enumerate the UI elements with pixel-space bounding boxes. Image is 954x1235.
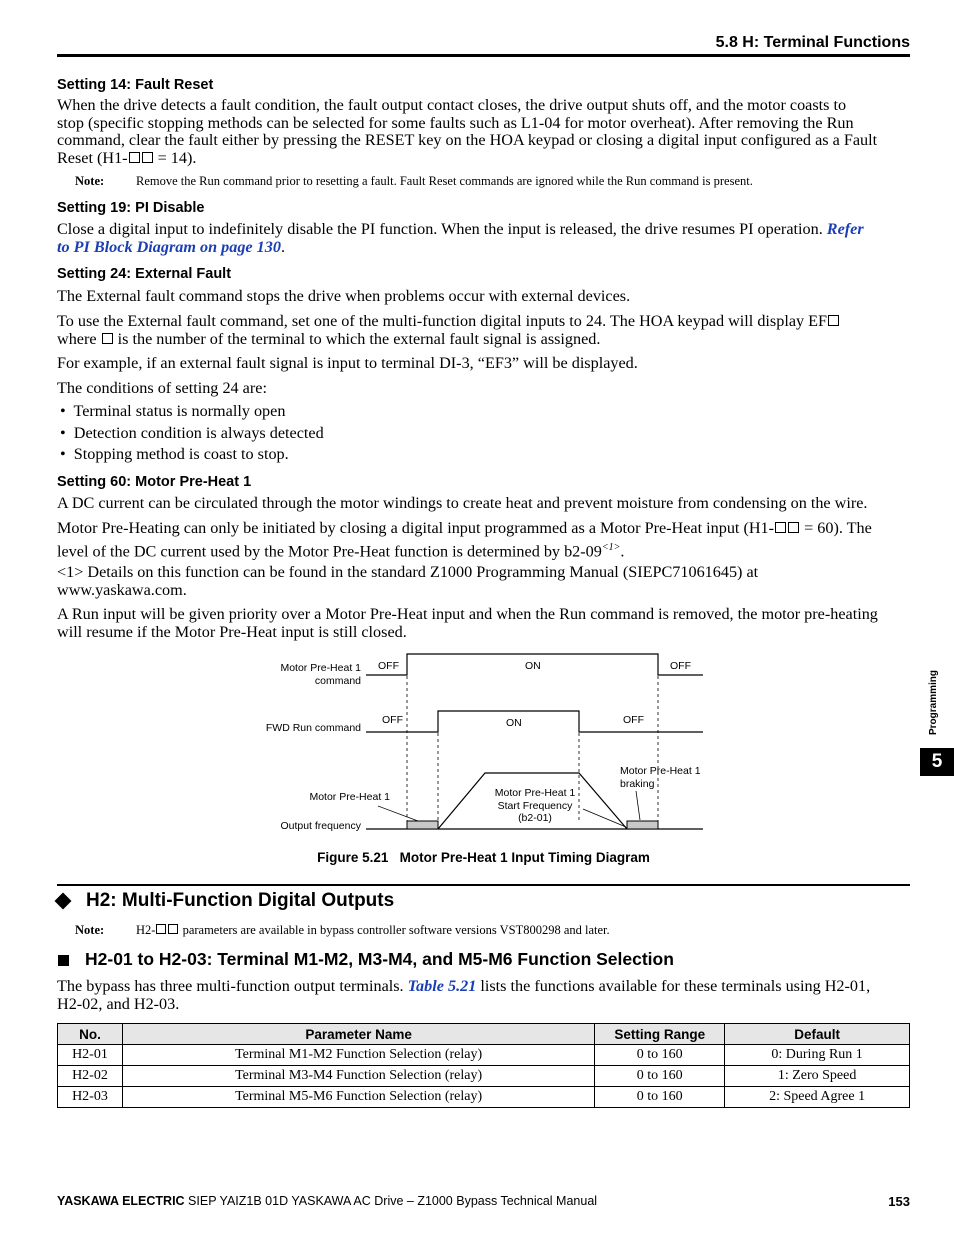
diagram-label-start-frequency: Start Frequency: [497, 800, 573, 812]
body-line: A Run input will be given priority over a Motor Pre-Heat input and when the Run command is removed, the motor pre-heating: [57, 605, 878, 623]
body-line: [57, 539, 913, 561]
list-item-text: Detection condition is always detected: [73, 424, 324, 442]
table-cell: Terminal M5-M6 Function Selection (relay): [122, 1087, 594, 1108]
body-paragraph: [57, 520, 913, 560]
diagram-label-braking: braking: [620, 778, 655, 790]
body-line: will resume if the Motor Pre-Heat input is still closed.: [57, 622, 407, 641]
signal-state-off: OFF: [670, 660, 691, 672]
column-header: Default: [725, 1024, 910, 1045]
leader-line: [378, 806, 418, 821]
note-label: Note:: [75, 174, 105, 188]
table-cell: 2: Speed Agree 1: [725, 1087, 910, 1108]
setting-60-heading: Setting 60: Motor Pre-Heat 1: [57, 474, 252, 490]
diagram-label-start-frequency: (b2-01): [518, 812, 552, 824]
timing-diagram: [0, 640, 954, 840]
body-paragraph: The conditions of setting 24 are:: [57, 379, 267, 397]
text-fragment: = 14).: [153, 148, 197, 167]
pi-diagram-link[interactable]: Refer: [826, 220, 864, 238]
diagram-label-fwd-run: FWD Run command: [265, 722, 361, 734]
chapter-number: 5: [931, 751, 943, 772]
table-row: [58, 1066, 910, 1087]
diagram-label-start-frequency: Motor Pre-Heat 1: [494, 787, 576, 799]
leader-line: [583, 809, 626, 827]
placeholder-box-icon: [775, 522, 786, 533]
setting-14-heading: Setting 14: Fault Reset: [57, 77, 214, 93]
body-paragraph: [57, 606, 913, 641]
list-item: • Stopping method is coast to stop.: [60, 445, 289, 463]
placeholder-box-icon: [102, 333, 113, 344]
column-header: Setting Range: [595, 1024, 725, 1045]
list-item-text: Terminal status is normally open: [73, 402, 286, 420]
figure-caption: Figure 5.21 Motor Pre-Heat 1 Input Timing Diagram: [317, 850, 650, 865]
text-fragment: The bypass has three multi-function output terminals.: [57, 977, 404, 995]
body-line: <1> Details on this function can be found in the standard Z1000 Programming Manual (SIEPC71061645) at: [57, 563, 759, 581]
footer-doc-title: SIEP YAIZ1B 01D YASKAWA AC Drive – Z1000 Bypass Technical Manual: [184, 1194, 598, 1208]
signal-state-on: ON: [525, 660, 541, 672]
table-row: [58, 1087, 910, 1108]
h2-section-heading: H2: Multi-Function Digital Outputs: [86, 890, 395, 911]
parameter-table: [57, 1023, 910, 1108]
placeholder-box-icon: [156, 924, 166, 934]
pre-heat-block: [627, 821, 658, 829]
text-fragment: To use the External fault command, set one of the multi-function digital inputs to 24. The HOA keypad will display EF: [57, 312, 828, 330]
body-line: When the drive detects a fault condition, the fault output contact closes, the drive output shuts off, and the motor coasts to: [57, 96, 847, 114]
list-item: • Terminal status is normally open: [60, 402, 286, 420]
body-line: [57, 150, 913, 168]
diagram-label-pre-heat-command: Motor Pre-Heat 1: [280, 662, 361, 674]
table-cell: 1: Zero Speed: [725, 1066, 910, 1087]
body-line: [57, 239, 913, 257]
diagram-label-braking: Motor Pre-Heat 1: [620, 765, 701, 777]
table-cell: H2-03: [58, 1087, 123, 1108]
body-line: command, clear the fault either by pressing the RESET key on the HOA keypad or closing a digital input configured as a Fault: [57, 131, 878, 149]
note-text: Remove the Run command prior to resetting a fault. Fault Reset commands are ignored while the Run command is present.: [136, 174, 753, 188]
diagram-label-output-frequency: Output frequency: [280, 820, 361, 832]
list-item-text: Stopping method is coast to stop.: [73, 445, 289, 463]
placeholder-box-icon: [788, 522, 799, 533]
setting-19-body: [57, 221, 913, 256]
body-paragraph: [57, 313, 913, 348]
footer-brand: YASKAWA ELECTRIC: [57, 1194, 185, 1208]
body-line: [57, 313, 913, 331]
square-bullet-icon: [58, 955, 69, 966]
body-line: stop (specific stopping methods can be selected for some faults such as L1-04 for motor overheat). After removing the Run: [57, 113, 854, 132]
text-fragment: is the number of the terminal to which the external fault signal is assigned.: [113, 329, 601, 348]
pi-diagram-link[interactable]: to PI Block Diagram on page 130: [57, 237, 281, 256]
table-cell: 0 to 160: [595, 1045, 725, 1066]
table-row: [58, 1045, 910, 1066]
body-line: [57, 331, 913, 349]
setting-24-heading: Setting 24: External Fault: [57, 266, 232, 282]
table-cell: Terminal M1-M2 Function Selection (relay): [122, 1045, 594, 1066]
signal-state-off: OFF: [378, 660, 399, 672]
signal-state-off: OFF: [623, 714, 644, 726]
column-header: Parameter Name: [122, 1024, 594, 1045]
section-header: 5.8 H: Terminal Functions: [715, 34, 910, 51]
body-line: www.yaskawa.com.: [57, 580, 187, 599]
table-cell: 0 to 160: [595, 1087, 725, 1108]
placeholder-box-icon: [168, 924, 178, 934]
column-header: No.: [58, 1024, 123, 1045]
text-fragment: .: [280, 237, 285, 256]
text-fragment: where: [57, 329, 101, 348]
section-rule: [57, 884, 910, 886]
body-line: [57, 520, 913, 538]
pre-heat-block: [407, 821, 438, 829]
table-cell: H2-02: [58, 1066, 123, 1087]
signal-state-on: ON: [506, 717, 522, 729]
text-fragment: Close a digital input to indefinitely disable the PI function. When the input is released, the drive resumes PI operation.: [57, 220, 823, 238]
body-line: H2-02, and H2-03.: [57, 994, 180, 1013]
text-fragment: = 60). The: [800, 519, 872, 537]
text-fragment: parameters are available in bypass controller software versions VST800298 and later.: [179, 923, 610, 937]
table-cell: 0 to 160: [595, 1066, 725, 1087]
setting-14-body: [57, 97, 913, 167]
page-number: 153: [888, 1194, 910, 1209]
table-link[interactable]: Table 5.21: [407, 977, 477, 995]
placeholder-box-icon: [828, 315, 839, 326]
leader-line: [636, 791, 640, 820]
fwd-run-signal: [366, 711, 703, 732]
body-paragraph: [57, 978, 913, 1013]
header-rule: [57, 54, 910, 57]
setting-19-heading: Setting 19: PI Disable: [57, 200, 205, 216]
signal-state-off: OFF: [382, 714, 403, 726]
text-fragment: Motor Pre-Heating can only be initiated by closing a digital input programmed as a Motor Pre-Heat input (H1-: [57, 519, 775, 537]
text-fragment: Reset (H1-: [57, 148, 128, 167]
side-tab-label: Programming: [928, 669, 939, 735]
body-paragraph: The External fault command stops the drive when problems occur with external devices.: [57, 287, 631, 305]
list-item: • Detection condition is always detected: [60, 424, 324, 442]
body-line: [57, 221, 913, 239]
table-header-row: [58, 1024, 910, 1045]
note-label: Note:: [75, 923, 105, 937]
h2-subsection-heading: H2-01 to H2-03: Terminal M1-M2, M3-M4, and M5-M6 Function Selection: [85, 949, 674, 969]
footnote-ref: <1>: [601, 541, 621, 553]
text-fragment: H2-: [136, 923, 156, 937]
footer-text: [57, 1194, 597, 1208]
body-paragraph: For example, if an external fault signal is input to terminal DI-3, “EF3” will be displayed.: [57, 354, 638, 372]
body-line: [57, 978, 913, 996]
text-fragment: level of the DC current used by the Motor Pre-Heat function is determined by b2-09: [57, 541, 602, 560]
chapter-tab: [920, 748, 954, 776]
table-cell: Terminal M3-M4 Function Selection (relay): [122, 1066, 594, 1087]
table-cell: 0: During Run 1: [725, 1045, 910, 1066]
table-cell: H2-01: [58, 1045, 123, 1066]
diamond-bullet-icon: [55, 893, 72, 910]
body-paragraph: A DC current can be circulated through the motor windings to create heat and prevent moisture from condensing on the wire.: [57, 494, 868, 512]
text-fragment: .: [620, 541, 625, 560]
diagram-label-pre-heat: Motor Pre-Heat 1: [309, 791, 390, 803]
diagram-label-pre-heat-command: command: [314, 675, 361, 687]
text-fragment: lists the functions available for these terminals using H2-01,: [476, 977, 871, 995]
placeholder-box-icon: [142, 152, 153, 163]
placeholder-box-icon: [129, 152, 140, 163]
body-paragraph: [57, 564, 913, 599]
note-text: [136, 923, 610, 938]
